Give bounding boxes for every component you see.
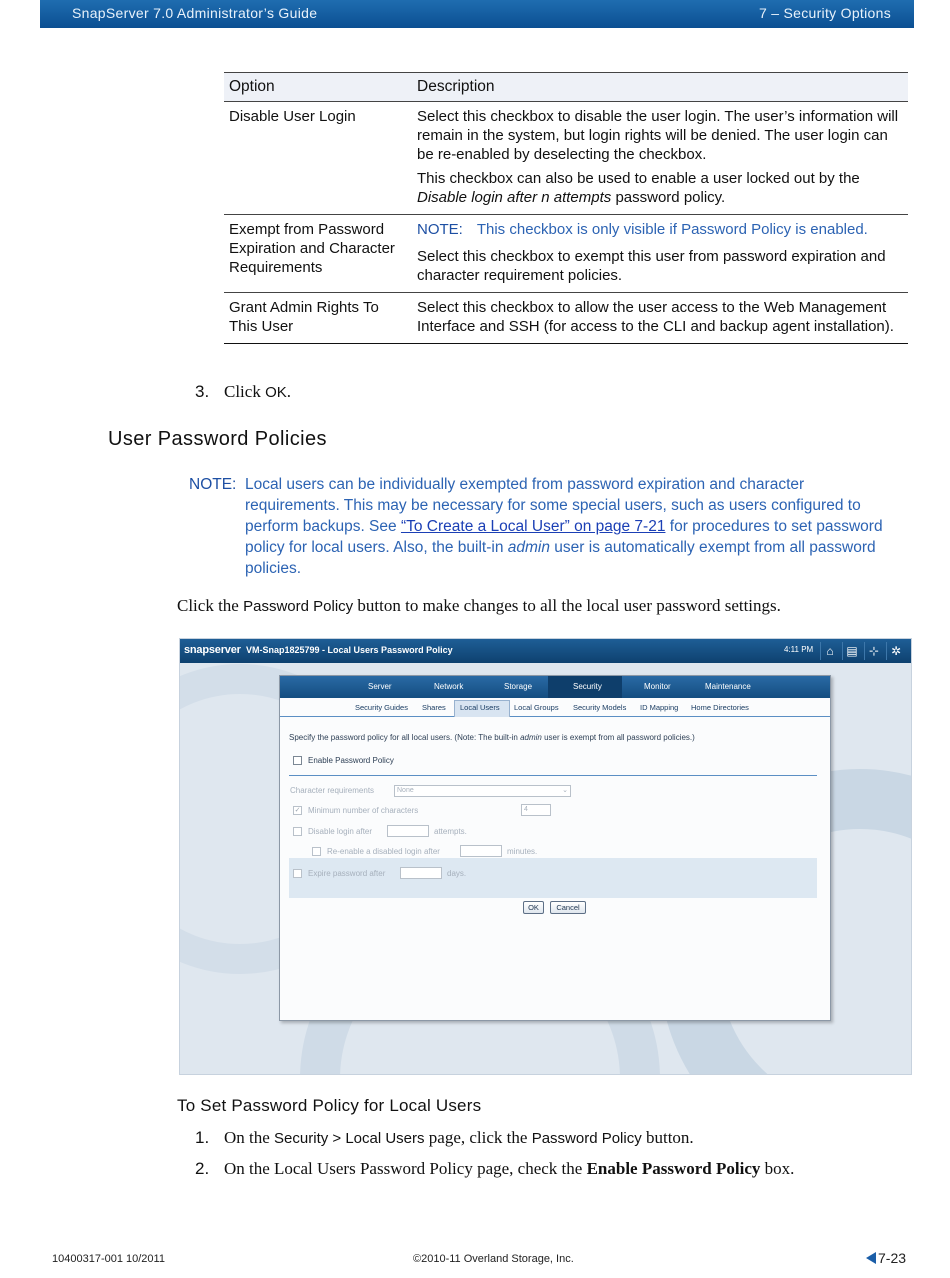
step-text <box>224 382 291 402</box>
minutes-label: minutes. <box>507 847 538 856</box>
step-text-post: . <box>286 382 292 401</box>
gear-icon[interactable]: ✲ <box>886 642 905 660</box>
note-text: for procedures to set password policy for local users. Also, the built-in <box>245 518 883 556</box>
note-body <box>245 474 899 579</box>
button-ref: Password Policy <box>243 598 354 615</box>
app-top-bar <box>180 639 911 663</box>
subnav-local-users[interactable]: Local Users <box>460 703 500 712</box>
note <box>417 220 903 239</box>
options-table <box>224 72 908 344</box>
instruction-paragraph <box>177 596 781 616</box>
description-cell <box>412 293 908 344</box>
checkbox-ref: Enable Password Policy <box>586 1159 761 1178</box>
days-label: days. <box>447 869 467 878</box>
table-row <box>224 215 908 293</box>
min-chars-input[interactable]: 4 <box>521 804 551 816</box>
description-cell <box>412 215 908 293</box>
lockout-group <box>289 858 817 898</box>
disable-login-checkbox[interactable] <box>293 827 302 836</box>
intro-text: user is exempt from all password policies.) <box>541 733 695 742</box>
enable-policy-label: Enable Password Policy <box>308 756 394 765</box>
subnav-home-directories[interactable]: Home Directories <box>691 703 749 712</box>
step-text-mid: page, click the <box>424 1128 532 1147</box>
note-text: This checkbox is only visible if Password Policy is enabled. <box>476 221 868 238</box>
doc-number: 10400317-001 10/2011 <box>52 1253 165 1265</box>
description-text: Select this checkbox to allow the user access to the Web Management Interface and SSH (for access to the CLI and backup agent installation). <box>417 299 894 335</box>
description-cell <box>412 102 908 215</box>
expire-label: Expire password after <box>308 869 386 878</box>
description-text: Select this checkbox to disable the user login. The user’s information will remain in the system, but login rights will be denied. The user login can be re-enabled by deselecting the checkbox. <box>417 108 899 163</box>
desc-text-em: Disable login after n attempts <box>417 189 612 206</box>
reenable-label: Re-enable a disabled login after <box>327 847 440 856</box>
note-label: NOTE: <box>417 221 463 238</box>
subnav-shares[interactable]: Shares <box>422 703 446 712</box>
note-text: Local users can be individually exempted from password expiration and character requirements. This may be necessary for some special users, such as users configured to perform backups. See <box>245 476 861 535</box>
main-nav <box>280 676 830 698</box>
col-header-option: Option <box>224 73 412 102</box>
para-text: button to make changes to all the local user password settings. <box>353 596 781 615</box>
description-text: Select this checkbox to exempt this user from password expiration and character requirement policies. <box>417 248 886 284</box>
cross-reference-link[interactable]: “To Create a Local User” on page 7-21 <box>400 518 666 535</box>
subnav-local-groups[interactable]: Local Groups <box>514 703 559 712</box>
table-header-row <box>224 73 908 102</box>
procedure-title: To Set Password Policy for Local Users <box>177 1096 482 1115</box>
minutes-input[interactable] <box>460 845 502 857</box>
note-label: NOTE: <box>189 476 237 493</box>
header-guide-title: SnapServer 7.0 Administrator’s Guide <box>72 5 318 21</box>
nav-network[interactable]: Network <box>434 682 464 691</box>
note-text: user is automatically exempt from all password policies. <box>245 539 876 577</box>
option-cell: Grant Admin Rights To This User <box>224 293 412 344</box>
sub-nav <box>280 698 830 717</box>
section-title: User Password Policies <box>108 428 327 450</box>
enable-policy-checkbox[interactable] <box>293 756 302 765</box>
disable-login-label: Disable login after <box>308 827 373 836</box>
nav-maintenance[interactable]: Maintenance <box>705 682 751 691</box>
chevron-down-icon: ⌄ <box>562 787 568 794</box>
back-arrow-icon[interactable] <box>866 1252 876 1264</box>
char-req-value: None <box>397 787 414 794</box>
option-cell: Exempt from Password Expiration and Character Requirements <box>224 215 412 293</box>
desc-text-pre: This checkbox can also be used to enable a user locked out by the <box>417 170 860 187</box>
step-text-pre: Click <box>224 382 266 401</box>
col-header-description: Description <box>412 73 908 102</box>
min-chars-checkbox[interactable]: ✓ <box>294 807 301 814</box>
char-req-label: Character requirements <box>290 786 375 795</box>
days-input[interactable] <box>400 867 442 879</box>
cancel-button[interactable]: Cancel <box>550 901 586 914</box>
reenable-checkbox[interactable] <box>312 847 321 856</box>
step-text-post: box. <box>760 1159 795 1178</box>
note-em: admin <box>507 539 550 556</box>
clock: 4:11 PM <box>784 645 814 654</box>
attempts-input[interactable] <box>387 825 429 837</box>
policy-intro <box>289 733 695 742</box>
subnav-security-models[interactable]: Security Models <box>573 703 627 712</box>
step-text-pre: On the Local Users Password Policy page, check the <box>224 1159 587 1178</box>
snapserver-logo: snapserver <box>184 644 241 656</box>
desc-text-post: password policy. <box>611 189 726 206</box>
para-text: Click the <box>177 596 244 615</box>
home-icon[interactable]: ⌂ <box>820 642 839 660</box>
expire-checkbox[interactable] <box>293 869 302 878</box>
network-icon[interactable]: ⊹ <box>864 642 883 660</box>
step-text <box>224 1159 794 1179</box>
note <box>189 474 899 579</box>
intro-text: Specify the password policy for all local users. (Note: The built-in <box>289 733 521 742</box>
step-text-pre: On the <box>224 1128 275 1147</box>
table-row <box>224 102 908 215</box>
nav-monitor[interactable]: Monitor <box>644 682 671 691</box>
nav-storage[interactable]: Storage <box>504 682 533 691</box>
tools-icon[interactable]: ▤ <box>842 642 861 660</box>
page-header <box>40 0 914 28</box>
subnav-id-mapping[interactable]: ID Mapping <box>640 703 679 712</box>
page-number <box>866 1250 906 1266</box>
nav-server[interactable]: Server <box>368 682 392 691</box>
step-number: 1. <box>195 1128 210 1147</box>
button-ref: Password Policy <box>531 1130 642 1147</box>
step-number: 2. <box>195 1159 210 1178</box>
password-policy-screenshot <box>179 638 912 1075</box>
description-text <box>417 169 903 207</box>
min-chars-label: Minimum number of characters <box>308 806 419 815</box>
step-text <box>224 1128 694 1148</box>
option-cell: Disable User Login <box>224 102 412 215</box>
intro-em: admin <box>520 733 542 742</box>
menu-path: Security > Local Users <box>274 1130 425 1147</box>
copyright: ©2010-11 Overland Storage, Inc. <box>413 1253 574 1265</box>
page-number-text: 7-23 <box>878 1250 907 1266</box>
ok-button[interactable]: OK <box>523 901 544 914</box>
step-number: 3. <box>195 382 210 401</box>
subnav-security-guides[interactable]: Security Guides <box>355 703 408 712</box>
step-text-post: button. <box>641 1128 694 1147</box>
policy-window <box>279 675 831 1021</box>
table-row <box>224 293 908 344</box>
divider <box>289 775 817 776</box>
attempts-label: attempts. <box>434 827 467 836</box>
ok-ref: OK <box>265 384 287 401</box>
char-req-select[interactable] <box>394 785 571 797</box>
header-chapter-title: 7 – Security Options <box>758 5 891 21</box>
nav-security[interactable]: Security <box>573 682 602 691</box>
window-title: VM-Snap1825799 - Local Users Password Policy <box>246 645 453 655</box>
